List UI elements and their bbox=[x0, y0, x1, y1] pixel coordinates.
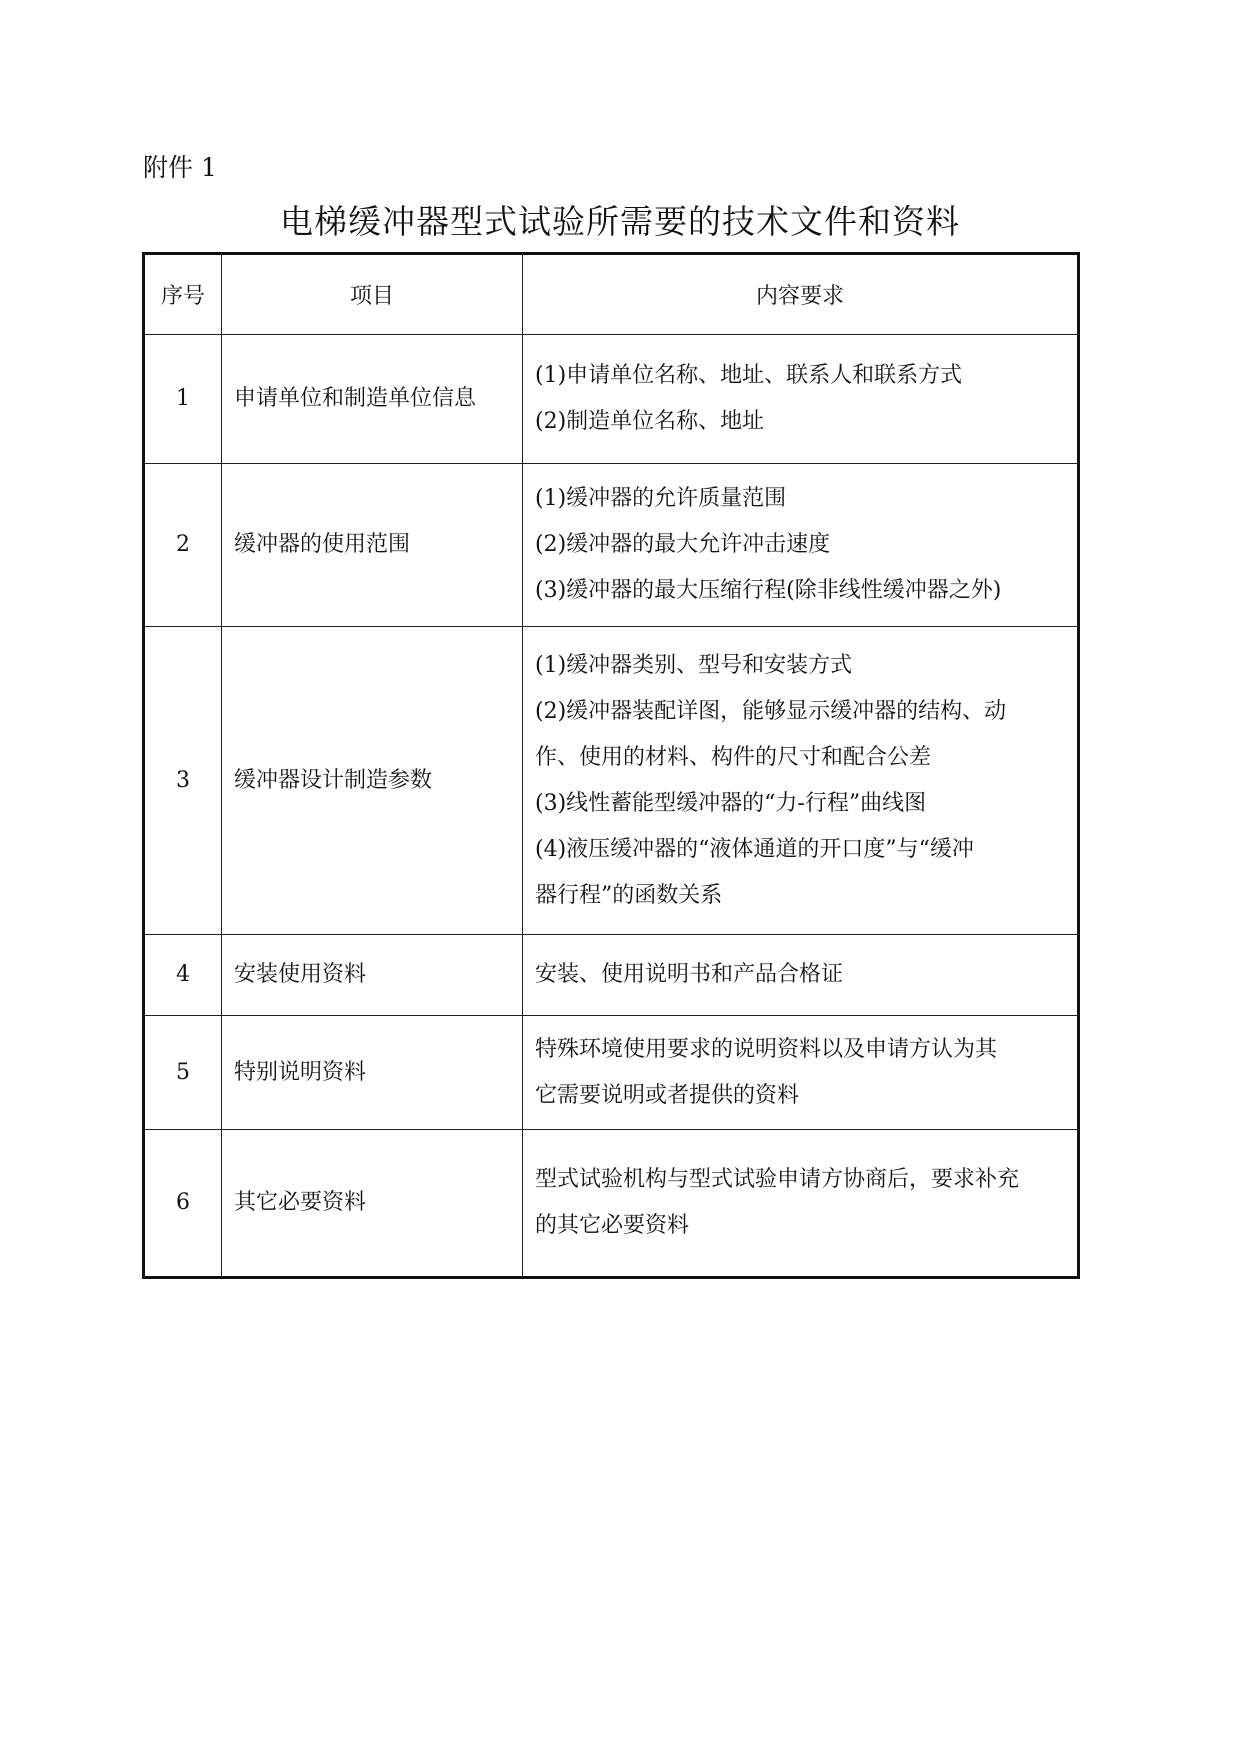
row-item: 缓冲器设计制造参数 bbox=[222, 627, 523, 935]
content-line: (3)线性蓄能型缓冲器的“力-行程”曲线图 bbox=[535, 790, 927, 816]
content-line: 型式试验机构与型式试验申请方协商后，要求补充 bbox=[535, 1167, 1020, 1192]
content-line: (3)缓冲器的最大压缩行程(除非线性缓冲器之外) bbox=[535, 578, 1002, 603]
row-number: 3 bbox=[144, 627, 222, 935]
row-content bbox=[523, 627, 1079, 935]
content-line: 安装、使用说明书和产品合格证 bbox=[535, 962, 844, 987]
table-header-row bbox=[144, 254, 1079, 335]
content-line: (1)申请单位名称、地址、联系人和联系方式 bbox=[535, 363, 963, 388]
content-line: (1)缓冲器的允许质量范围 bbox=[535, 486, 787, 511]
table-row bbox=[144, 335, 1079, 464]
content-line: (2)缓冲器的最大允许冲击速度 bbox=[535, 532, 831, 557]
header-item: 项目 bbox=[222, 254, 523, 335]
content-line: (2)制造单位名称、地址 bbox=[535, 409, 765, 434]
table-row bbox=[144, 1130, 1079, 1278]
row-number: 2 bbox=[144, 464, 222, 627]
table-row bbox=[144, 464, 1079, 627]
table-row bbox=[144, 1016, 1079, 1130]
content-line: (2)缓冲器装配详图，能够显示缓冲器的结构、动 bbox=[535, 698, 1007, 724]
content-line: 作、使用的材料、构件的尺寸和配合公差 bbox=[535, 744, 932, 770]
row-item: 其它必要资料 bbox=[222, 1130, 523, 1278]
row-content bbox=[523, 335, 1079, 464]
table-row bbox=[144, 627, 1079, 935]
document-title: 电梯缓冲器型式试验所需要的技术文件和资料 bbox=[280, 202, 960, 241]
content-line: 器行程”的函数关系 bbox=[535, 882, 723, 908]
row-number: 5 bbox=[144, 1016, 222, 1130]
requirements-table bbox=[142, 252, 1080, 1279]
row-number: 4 bbox=[144, 935, 222, 1016]
header-content: 内容要求 bbox=[523, 254, 1079, 335]
attachment-label: 附件 1 bbox=[143, 153, 217, 182]
row-content bbox=[523, 935, 1079, 1016]
content-line: 它需要说明或者提供的资料 bbox=[535, 1082, 800, 1108]
row-content bbox=[523, 464, 1079, 627]
content-line: 的其它必要资料 bbox=[535, 1213, 690, 1238]
row-item: 缓冲器的使用范围 bbox=[222, 464, 523, 627]
row-content bbox=[523, 1130, 1079, 1278]
content-line: (4)液压缓冲器的“液体通道的开口度”与“缓冲 bbox=[535, 836, 974, 862]
row-item: 申请单位和制造单位信息 bbox=[222, 335, 523, 464]
row-item: 安装使用资料 bbox=[222, 935, 523, 1016]
table-row bbox=[144, 935, 1079, 1016]
row-content bbox=[523, 1016, 1079, 1130]
content-line: (1)缓冲器类别、型号和安装方式 bbox=[535, 652, 853, 678]
row-number: 1 bbox=[144, 335, 222, 464]
row-number: 6 bbox=[144, 1130, 222, 1278]
header-no: 序号 bbox=[144, 254, 222, 335]
content-line: 特殊环境使用要求的说明资料以及申请方认为其 bbox=[535, 1036, 998, 1062]
row-item: 特别说明资料 bbox=[222, 1016, 523, 1130]
